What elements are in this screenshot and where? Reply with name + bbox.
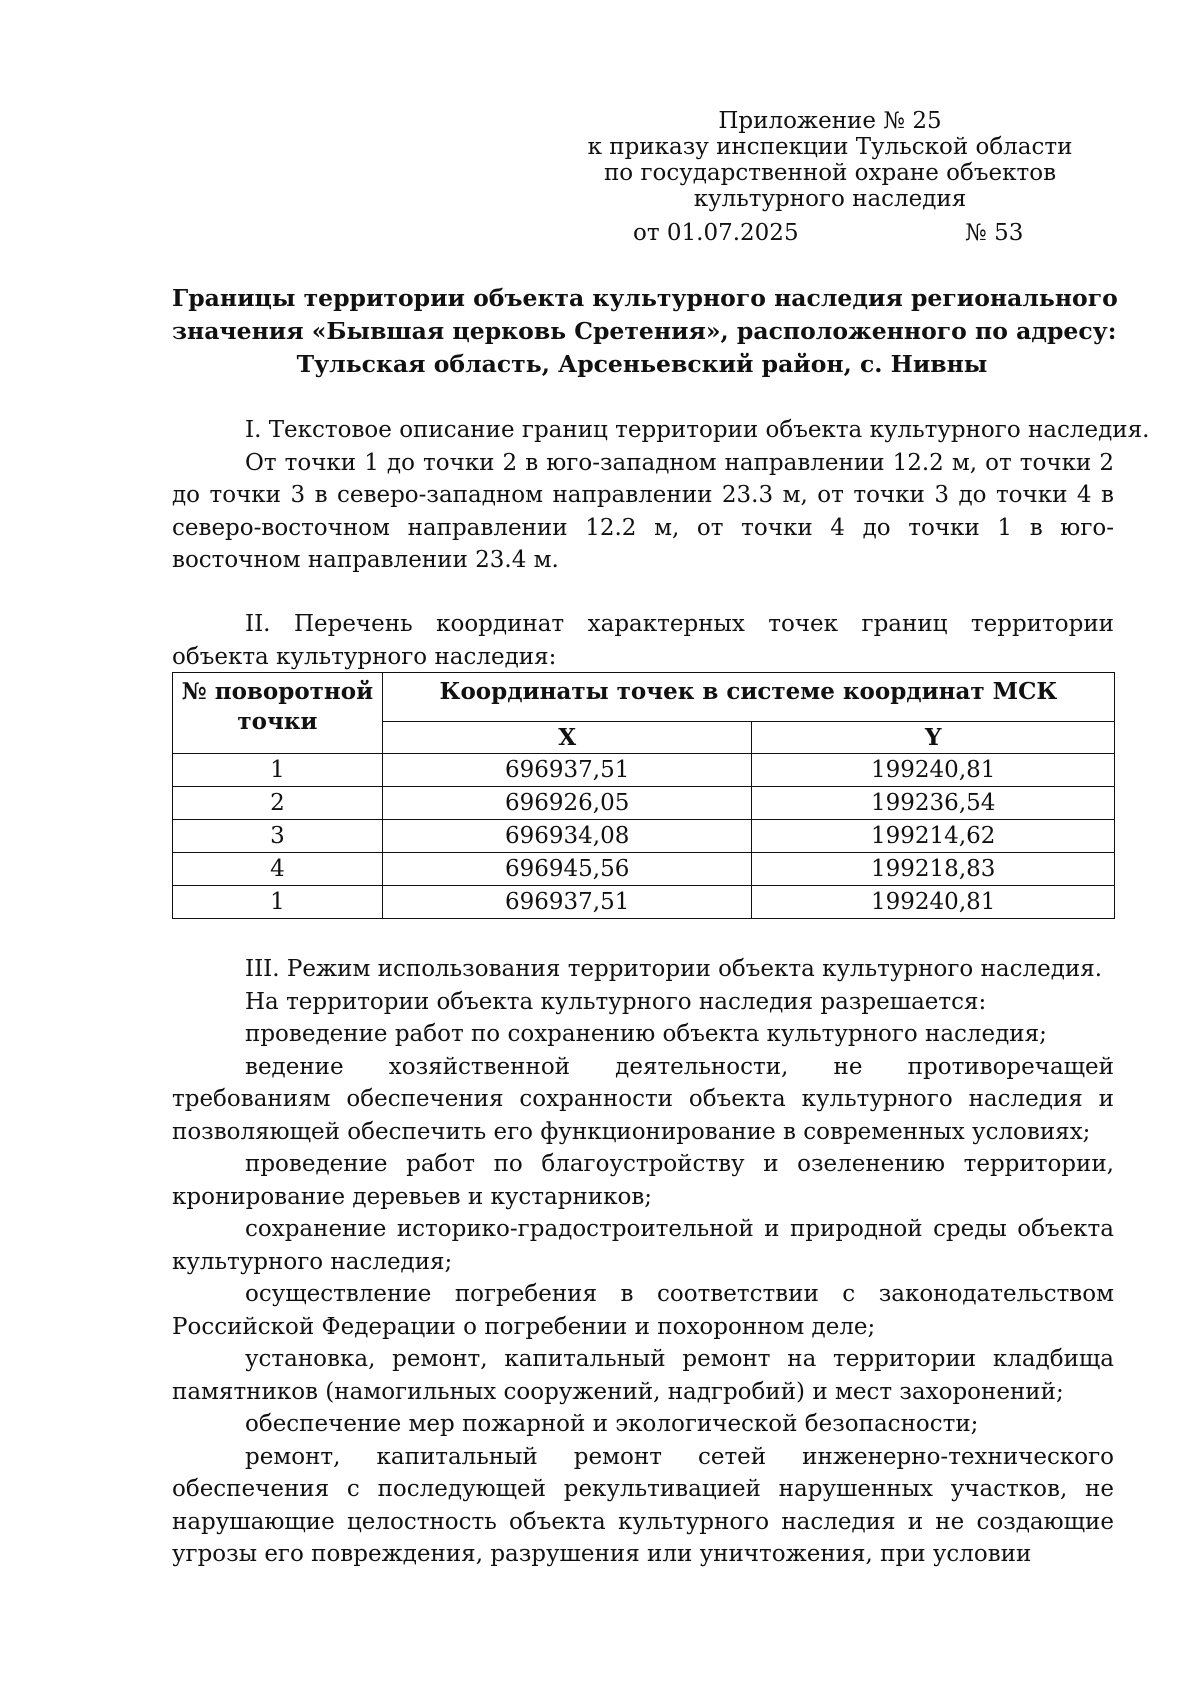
permitted-item: обеспечение мер пожарной и экологической безопасности; bbox=[245, 1411, 979, 1437]
permitted-item: ремонт, капитальный ремонт сетей инженерно-технического обеспечения с последующей рекультивацией нарушенных участков, не нарушающие целостность объекта культурного наследия и не создающие угрозы его повреждения, разрушения или уничтожения, при условии bbox=[172, 1443, 1114, 1567]
table-row bbox=[173, 754, 1115, 787]
section-3-intro: На территории объекта культурного наследия разрешается: bbox=[245, 988, 987, 1015]
section-1-body: От точки 1 до точки 2 в юго-западном направлении 12.2 м, от точки 2 до точки 3 в северо-западном направлении 23.3 м, от точки 3 до точки 4 в северо-восточном направлении 12.2 м, от точки 4 до точки 1 в юго-восточном направлении 23.4 м. bbox=[172, 449, 1114, 573]
header-point-number: № поворотной точки bbox=[173, 673, 383, 754]
section-1 bbox=[172, 414, 1150, 577]
x-cell: 696937,51 bbox=[382, 754, 752, 787]
title-line-1: Границы территории объекта культурного наследия регионального bbox=[172, 284, 1118, 312]
section-3-heading: III. Режим использования территории объекта культурного наследия. bbox=[245, 956, 1103, 982]
x-cell: 696934,08 bbox=[382, 820, 752, 853]
point-cell: 2 bbox=[173, 787, 383, 820]
section-2-heading: II. Перечень координат характерных точек границ территории объекта культурного наследия: bbox=[172, 611, 1114, 670]
y-cell: 199214,62 bbox=[752, 820, 1115, 853]
point-cell: 3 bbox=[173, 820, 383, 853]
order-number: № 53 bbox=[965, 220, 1024, 246]
permitted-item: установка, ремонт, капитальный ремонт на территории кладбища памятников (намогильных сооружений, надгробий) и мест захоронений; bbox=[172, 1346, 1114, 1405]
point-cell: 1 bbox=[173, 754, 383, 787]
section-3 bbox=[172, 953, 1114, 1571]
permitted-item: ведение хозяйственной деятельности, не противоречащей требованиям обеспечения сохранности объекта культурного наследия и позволяющей обеспечить его функционирование в современных условиях; bbox=[172, 1053, 1114, 1145]
table-row bbox=[173, 886, 1115, 919]
title-line-3: Тульская область, Арсеньевский район, с. Нивны bbox=[296, 350, 988, 378]
x-cell: 696945,56 bbox=[382, 853, 752, 886]
table-row bbox=[173, 787, 1115, 820]
appendix-number: Приложение № 25 bbox=[718, 108, 942, 134]
header-y: Y bbox=[752, 722, 1115, 754]
order-date: от 01.07.2025 bbox=[633, 220, 799, 246]
point-cell: 1 bbox=[173, 886, 383, 919]
permitted-item: сохранение историко-градостроительной и природной среды объекта культурного наследия; bbox=[172, 1216, 1114, 1275]
y-cell: 199236,54 bbox=[752, 787, 1115, 820]
x-cell: 696937,51 bbox=[382, 886, 752, 919]
point-cell: 4 bbox=[173, 853, 383, 886]
coordinates-table bbox=[172, 672, 1115, 919]
header-coordinates: Координаты точек в системе координат МСК bbox=[382, 673, 1114, 722]
title-line-2: значения «Бывшая церковь Сретения», расположенного по адресу: bbox=[172, 317, 1117, 345]
x-cell: 696926,05 bbox=[382, 787, 752, 820]
permitted-item: осуществление погребения в соответствии с законодательством Российской Федерации о погребении и похоронном деле; bbox=[172, 1281, 1114, 1340]
section-1-heading: I. Текстовое описание границ территории объекта культурного наследия. bbox=[245, 417, 1150, 443]
table-row bbox=[173, 853, 1115, 886]
appendix-line-3: по государственной охране объектов bbox=[603, 160, 1057, 186]
appendix-header bbox=[560, 108, 1100, 212]
header-x: X bbox=[382, 722, 752, 754]
y-cell: 199240,81 bbox=[752, 754, 1115, 787]
y-cell: 199240,81 bbox=[752, 886, 1115, 919]
permitted-item: проведение работ по благоустройству и озеленению территории, кронирование деревьев и кустарников; bbox=[172, 1151, 1114, 1210]
table-row bbox=[173, 820, 1115, 853]
section-2 bbox=[172, 608, 1114, 673]
appendix-line-2: к приказу инспекции Тульской области bbox=[587, 134, 1073, 160]
permitted-item: проведение работ по сохранению объекта культурного наследия; bbox=[245, 1021, 1047, 1047]
y-cell: 199218,83 bbox=[752, 853, 1115, 886]
document-title bbox=[172, 282, 1118, 381]
appendix-line-4: культурного наследия bbox=[693, 186, 967, 212]
